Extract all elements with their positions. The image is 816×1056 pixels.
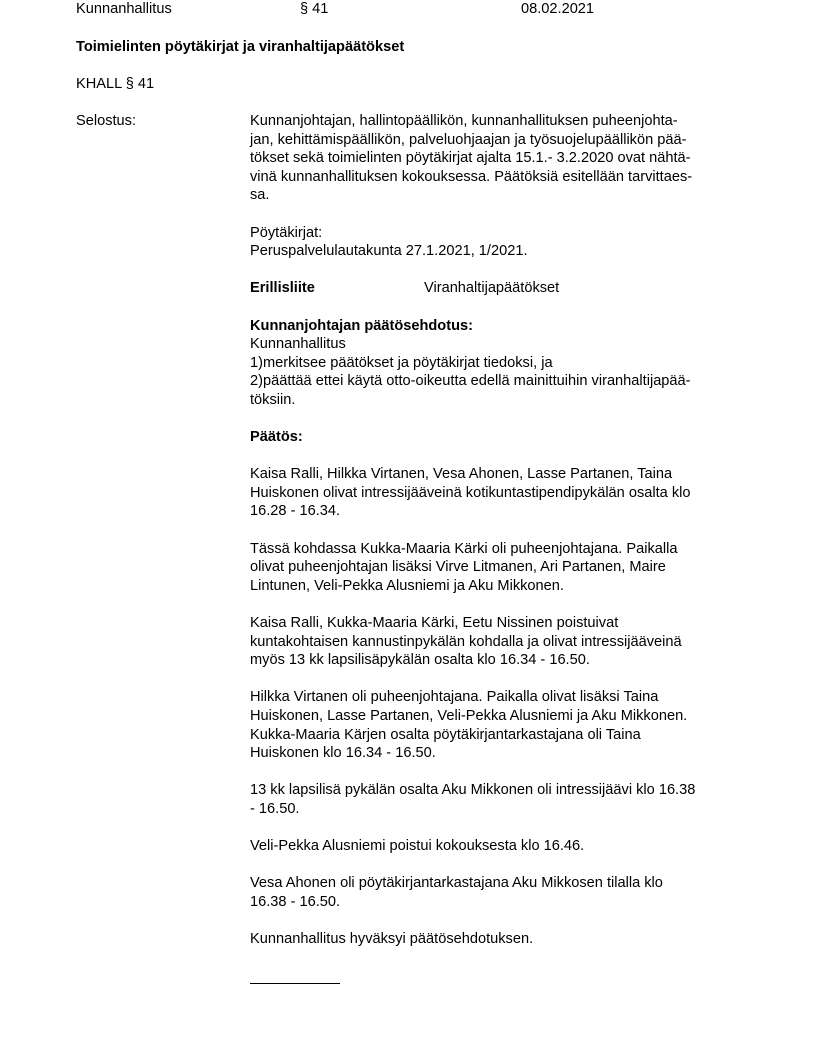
header-date: 08.02.2021 <box>521 1 595 17</box>
decision-line: Kaisa Ralli, Hilkka Virtanen, Vesa Ahonen, Lasse Partanen, Taina <box>250 466 673 483</box>
selostus-line: vinä kunnanhallituksen kokouksessa. Päätöksiä esitellään tarvittaes- <box>250 168 693 185</box>
selostus-text <box>250 112 750 205</box>
proposal-line: 2)päättää ettei käytä otto-oikeutta edellä mainittuihin viranhaltijapää- <box>250 373 691 390</box>
decision-heading: Päätös: <box>250 429 303 446</box>
decision-paragraph <box>250 614 750 670</box>
document-title: Toimielinten pöytäkirjat ja viranhaltijapäätökset <box>76 39 405 55</box>
decision-heading-block <box>250 428 750 447</box>
selostus-line: tökset sekä toimielinten pöytäkirjat ajalta 15.1.- 3.2.2020 ovat nähtä- <box>250 150 691 167</box>
decision-line: Kaisa Ralli, Kukka-Maaria Kärki, Eetu Nissinen poistuivat <box>250 615 619 632</box>
decision-line: Hilkka Virtanen oli puheenjohtajana. Paikalla olivat lisäksi Taina <box>250 689 659 706</box>
decision-line: Huiskonen, Lasse Partanen, Veli-Pekka Alusniemi ja Aku Mikkonen. <box>250 708 688 724</box>
body-column <box>250 112 750 949</box>
decision-line: Kunnanhallitus hyväksyi päätösehdotuksen. <box>250 931 534 948</box>
attachment-row <box>250 279 750 298</box>
proposal-block <box>250 317 750 410</box>
decision-paragraph <box>250 837 750 856</box>
poytakirjat-text <box>250 224 750 261</box>
decision-paragraph <box>250 688 750 762</box>
proposal-line: 1)merkitsee päätökset ja pöytäkirjat tiedoksi, ja <box>250 354 553 371</box>
decision-line: - 16.50. <box>250 800 300 817</box>
poytakirjat-line: Pöytäkirjat: <box>250 224 323 241</box>
decision-line: Lintunen, Veli-Pekka Alusniemi ja Aku Mikkonen. <box>250 577 564 594</box>
proposal-line: töksiin. <box>250 391 296 408</box>
decision-paragraph <box>250 540 750 596</box>
decision-paragraph <box>250 465 750 521</box>
decision-line: kuntakohtaisen kannustinpykälän kohdalla ja olivat intressijääveinä <box>250 633 682 650</box>
decision-line: Tässä kohdassa Kukka-Maaria Kärki oli puheenjohtajana. Paikalla <box>250 540 678 557</box>
attachment-value: Viranhaltijapäätökset <box>424 280 560 297</box>
decision-line: olivat puheenjohtajan lisäksi Virve Litmanen, Ari Partanen, Maire <box>250 559 666 576</box>
decision-line: Huiskonen olivat intressijääveinä kotikuntastipendipykälän osalta klo <box>250 484 691 501</box>
selostus-line: jan, kehittämispäällikön, palveluohjaajan ja työsuojelupäällikön pää- <box>250 131 687 148</box>
selostus-line: Kunnanjohtajan, hallintopäällikön, kunnanhallituksen puheenjohta- <box>250 113 678 129</box>
section-reference: KHALL § 41 <box>76 76 155 92</box>
proposal-heading: Kunnanjohtajan päätösehdotus: <box>250 317 473 334</box>
decision-line: Vesa Ahonen oli pöytäkirjantarkastajana Aku Mikkosen tilalla klo <box>250 875 663 892</box>
selostus-line: sa. <box>250 187 270 204</box>
decision-line: myös 13 kk lapsilisäpykälän osalta klo 16.34 - 16.50. <box>250 652 590 669</box>
decision-line: 13 kk lapsilisä pykälän osalta Aku Mikkonen oli intressijäävi klo 16.38 <box>250 782 696 799</box>
header-section: § 41 <box>300 1 329 17</box>
decision-line: Kukka-Maaria Kärjen osalta pöytäkirjantarkastajana oli Taina <box>250 726 641 743</box>
attachment-label: Erillisliite <box>250 280 315 297</box>
closing-rule <box>250 983 340 984</box>
decision-line: Veli-Pekka Alusniemi poistui kokouksesta klo 16.46. <box>250 838 585 855</box>
decision-paragraph <box>250 930 750 949</box>
decision-paragraph <box>250 781 750 818</box>
decision-paragraph <box>250 874 750 911</box>
selostus-label: Selostus: <box>76 113 137 129</box>
decision-line: Huiskonen klo 16.34 - 16.50. <box>250 745 436 762</box>
proposal-line: Kunnanhallitus <box>250 336 346 353</box>
header-organ: Kunnanhallitus <box>76 1 172 17</box>
decision-line: 16.28 - 16.34. <box>250 503 341 520</box>
decision-line: 16.38 - 16.50. <box>250 893 341 910</box>
poytakirjat-line: Peruspalvelulautakunta 27.1.2021, 1/2021. <box>250 243 528 260</box>
